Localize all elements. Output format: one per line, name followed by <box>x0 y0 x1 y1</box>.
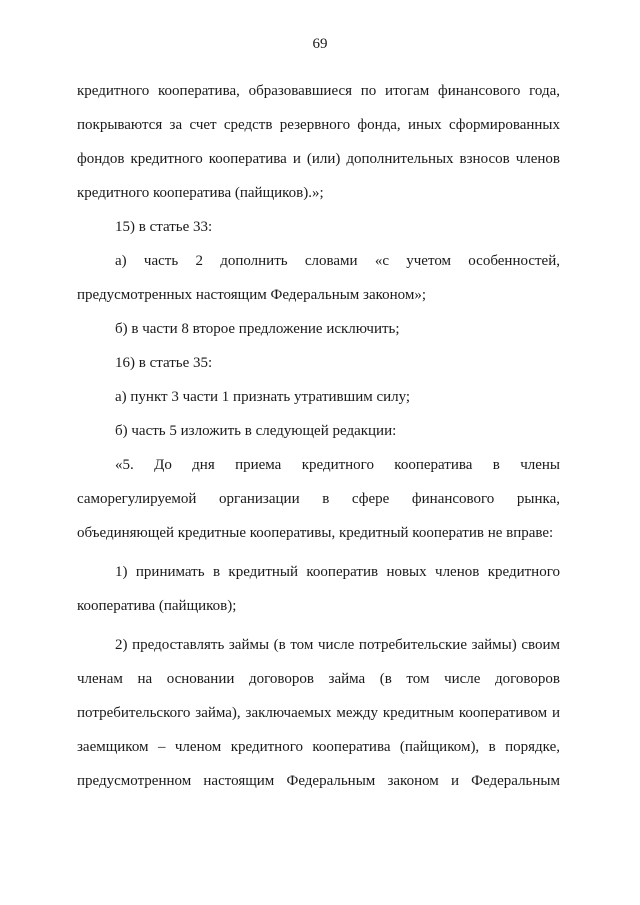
text-line: 1) принимать в кредитный кооператив новых членов кредитного <box>115 564 560 580</box>
text-line: фондов кредитного кооператива и (или) дополнительных взносов членов <box>77 151 560 167</box>
text-line: предусмотренных настоящим Федеральным законом»; <box>77 287 427 303</box>
text-line: 16) в статье 35: <box>115 355 213 371</box>
text-line: заемщиком – членом кредитного кооператива (пайщиком), в порядке, <box>77 739 560 755</box>
text-line: а) пункт 3 части 1 признать утратившим силу; <box>115 389 411 405</box>
text-line: «5. До дня приема кредитного кооператива в члены <box>115 457 560 473</box>
text-line: кооператива (пайщиков); <box>77 598 237 614</box>
text-line: а) часть 2 дополнить словами «с учетом особенностей, <box>115 253 560 269</box>
text-line: б) часть 5 изложить в следующей редакции: <box>115 423 397 439</box>
text-line: потребительского займа), заключаемых между кредитным кооперативом и <box>77 705 560 721</box>
text-line: членам на основании договоров займа (в том числе договоров <box>77 671 560 687</box>
text-line: объединяющей кредитные кооперативы, кредитный кооператив не вправе: <box>77 525 554 541</box>
text-line: б) в части 8 второе предложение исключить; <box>115 321 400 337</box>
page-number: 69 <box>312 36 328 52</box>
text-line: кредитного кооператива, образовавшиеся по итогам финансового года, <box>77 83 560 99</box>
text-line: саморегулируемой организации в сфере финансового рынка, <box>77 491 560 507</box>
text-line: предусмотренном настоящим Федеральным законом и Федеральным <box>77 773 560 789</box>
text-line: покрываются за счет средств резервного фонда, иных сформированных <box>77 117 560 133</box>
document-body <box>77 74 560 798</box>
text-line: 15) в статье 33: <box>115 219 213 235</box>
text-line: кредитного кооператива (пайщиков).»; <box>77 185 324 201</box>
text-line: 2) предоставлять займы (в том числе потребительские займы) своим <box>115 637 560 653</box>
